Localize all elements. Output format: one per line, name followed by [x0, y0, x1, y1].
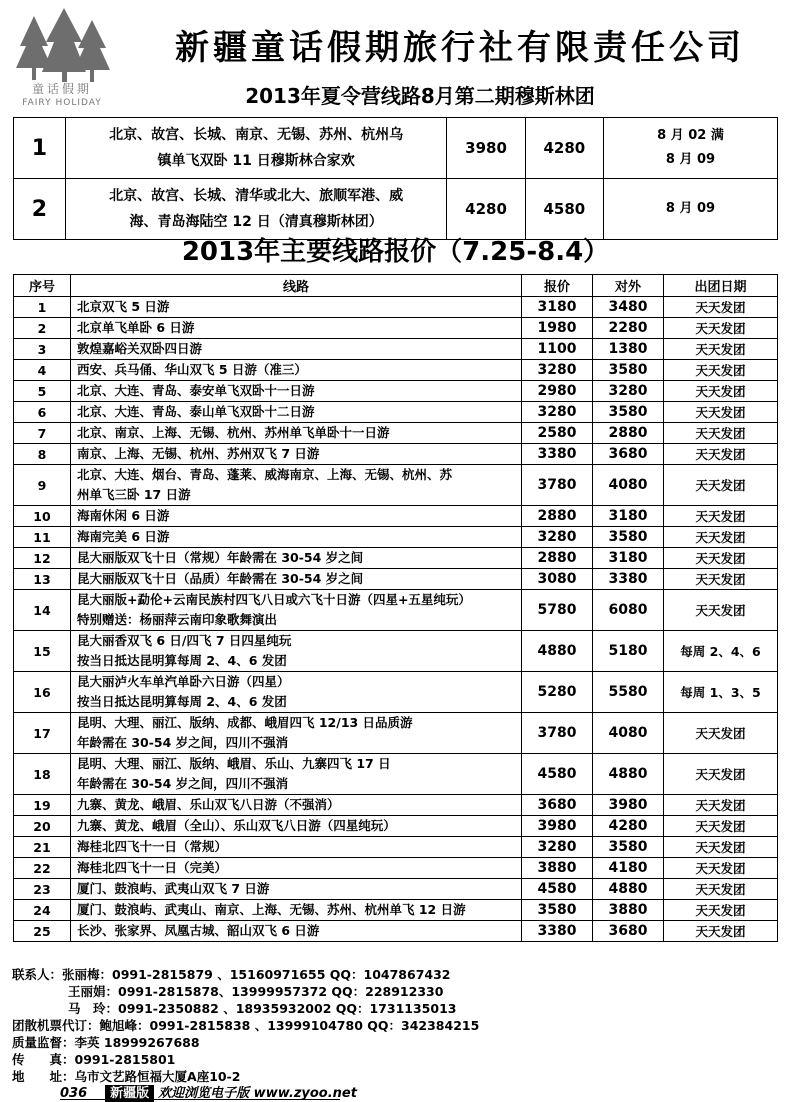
departure-cell: 天天发团 [664, 506, 778, 527]
edition-badge: 新疆版 [105, 1085, 154, 1102]
departure-cell: 天天发团 [664, 754, 778, 795]
route-cell [71, 590, 522, 631]
departure-cell: 天天发团 [664, 879, 778, 900]
row-number: 18 [14, 754, 71, 795]
external-price-cell: 4180 [593, 858, 664, 879]
table-row [14, 672, 778, 713]
price-cell: 3980 [522, 816, 593, 837]
table-header-row [14, 275, 778, 297]
camp-price-external: 4280 [525, 118, 603, 179]
route-line: 南京、上海、无锡、杭州、苏州双飞 7 日游 [77, 446, 320, 461]
route-line: 北京、南京、上海、无锡、杭州、苏州单飞单卧十一日游 [77, 425, 390, 440]
row-number: 11 [14, 527, 71, 548]
route-cell [71, 816, 522, 837]
route-line: 厦门、鼓浪屿、武夷山、南京、上海、无锡、苏州、杭州单飞 12 日游 [77, 902, 466, 917]
route-cell [71, 527, 522, 548]
row-number: 7 [14, 423, 71, 444]
table-row [14, 423, 778, 444]
route-line: 海桂北四飞十一日（完美） [77, 860, 228, 875]
route-line: 九寨、黄龙、峨眉（全山）、乐山双飞八日游（四星纯玩） [77, 818, 396, 833]
external-price-cell: 5180 [593, 631, 664, 672]
price-cell: 3280 [522, 527, 593, 548]
departure-cell: 天天发团 [664, 318, 778, 339]
contact-label: 团散机票代订： [12, 1018, 100, 1033]
route-cell [71, 900, 522, 921]
row-number: 4 [14, 360, 71, 381]
price-cell: 4880 [522, 631, 593, 672]
table-row [14, 318, 778, 339]
price-cell: 3380 [522, 921, 593, 942]
table-row [14, 837, 778, 858]
row-number: 2 [14, 318, 71, 339]
contact-text: 乌市文艺路恒福大厦A座10-2 [74, 1069, 241, 1084]
external-price-cell: 3180 [593, 506, 664, 527]
table-row [14, 381, 778, 402]
camp-table [13, 117, 778, 240]
row-number: 6 [14, 402, 71, 423]
external-price-cell: 3580 [593, 837, 664, 858]
row-number: 23 [14, 879, 71, 900]
external-price-cell: 3680 [593, 444, 664, 465]
contact-label: 质量监督： [12, 1035, 75, 1050]
external-price-cell: 3380 [593, 569, 664, 590]
table-row [14, 879, 778, 900]
route-line: 昆大丽泸火车单汽单卧六日游（四星） [77, 674, 290, 689]
contact-line [12, 1000, 479, 1017]
departure-cell: 天天发团 [664, 858, 778, 879]
main-title: 2013年主要线路报价（7.25-8.4） [181, 237, 610, 267]
header-no: 序号 [14, 275, 71, 297]
contact-line [12, 1051, 479, 1068]
row-number: 5 [14, 381, 71, 402]
price-cell: 2980 [522, 381, 593, 402]
table-row [14, 754, 778, 795]
route-cell [71, 297, 522, 318]
table-row [14, 713, 778, 754]
route-cell [71, 795, 522, 816]
route-line: 北京、大连、青岛、泰山单飞双卧十二日游 [77, 404, 315, 419]
departure-cell: 天天发团 [664, 713, 778, 754]
table-row [14, 816, 778, 837]
external-price-cell: 4280 [593, 816, 664, 837]
camp-date: 8 月 02 满 [657, 128, 724, 143]
row-number: 17 [14, 713, 71, 754]
route-line: 北京、大连、烟台、青岛、蓬莱、威海南京、上海、无锡、杭州、苏 [77, 467, 453, 482]
external-price-cell: 4880 [593, 879, 664, 900]
route-cell [71, 444, 522, 465]
route-cell [71, 921, 522, 942]
row-number: 9 [14, 465, 71, 506]
route-cell [71, 339, 522, 360]
price-cell: 5780 [522, 590, 593, 631]
departure-cell: 天天发团 [664, 360, 778, 381]
contact-text: 李英 18999267688 [74, 1035, 200, 1050]
row-number: 3 [14, 339, 71, 360]
price-cell: 4580 [522, 879, 593, 900]
route-line: 按当日抵达昆明算每周 2、4、6 发团 [77, 653, 287, 668]
contact-line [12, 1017, 479, 1034]
price-cell: 3780 [522, 713, 593, 754]
route-cell [71, 631, 522, 672]
price-cell: 3680 [522, 795, 593, 816]
route-cell [71, 837, 522, 858]
external-price-cell: 4080 [593, 465, 664, 506]
route-cell [71, 360, 522, 381]
camp-route-line: 海、青岛海陆空 12 日（清真穆斯林团） [129, 214, 383, 230]
route-line: 西安、兵马俑、华山双飞 5 日游（准三） [77, 362, 307, 377]
row-number: 12 [14, 548, 71, 569]
price-cell: 2880 [522, 506, 593, 527]
route-cell [71, 318, 522, 339]
route-line: 年龄需在 30-54 岁之间，四川不强消 [77, 735, 289, 750]
price-cell: 3380 [522, 444, 593, 465]
route-line: 年龄需在 30-54 岁之间，四川不强消 [77, 776, 289, 791]
external-price-cell: 3580 [593, 360, 664, 381]
price-cell: 3280 [522, 402, 593, 423]
contact-text: 鲍旭峰：0991-2815838 、13999104780 QQ：342384215 [99, 1018, 480, 1033]
departure-cell: 天天发团 [664, 527, 778, 548]
table-row [14, 402, 778, 423]
route-cell [71, 713, 522, 754]
departure-cell: 天天发团 [664, 590, 778, 631]
external-price-cell: 3580 [593, 527, 664, 548]
camp-dates [604, 118, 778, 179]
table-row [14, 506, 778, 527]
row-number: 24 [14, 900, 71, 921]
route-cell [71, 506, 522, 527]
camp-route-line: 北京、故宫、长城、南京、无锡、苏州、杭州乌 [109, 127, 404, 143]
route-cell [71, 754, 522, 795]
contact-line [12, 966, 479, 983]
price-cell: 4580 [522, 754, 593, 795]
price-cell: 5280 [522, 672, 593, 713]
camp-row [14, 118, 778, 179]
departure-cell: 天天发团 [664, 548, 778, 569]
route-line: 昆大丽版+勐伦+云南民族村四飞八日或六飞十日游（四星+五星纯玩） [77, 592, 471, 607]
route-line: 敦煌嘉峪关双卧四日游 [77, 341, 203, 356]
row-number: 8 [14, 444, 71, 465]
camp-price: 3980 [447, 118, 525, 179]
table-row [14, 569, 778, 590]
header-route: 线路 [71, 275, 522, 297]
external-price-cell: 2280 [593, 318, 664, 339]
route-line: 特别赠送：杨丽萍云南印象歌舞演出 [77, 612, 278, 627]
price-cell: 3580 [522, 900, 593, 921]
table-row [14, 360, 778, 381]
departure-cell: 天天发团 [664, 465, 778, 506]
logo-english: FAIRY HOLIDAY [22, 98, 102, 108]
table-row [14, 297, 778, 318]
route-line: 九寨、黄龙、峨眉、乐山双飞八日游（不强消） [77, 797, 340, 812]
table-row [14, 465, 778, 506]
company-name: 新疆童话假期旅行社有限责任公司 [175, 28, 745, 68]
departure-cell: 天天发团 [664, 444, 778, 465]
external-price-cell: 1380 [593, 339, 664, 360]
price-table [13, 274, 778, 942]
row-number: 10 [14, 506, 71, 527]
logo-chinese: 童话假期 [31, 82, 92, 96]
footer-text: 欢迎浏览电子版 www.zyoo.net [158, 1086, 357, 1101]
route-line: 州单飞三卧 17 日游 [77, 487, 191, 502]
route-cell [71, 548, 522, 569]
route-line: 昆明、大理、丽江、版纳、成都、峨眉四飞 12/13 日品质游 [77, 715, 413, 730]
route-line: 海南休闲 6 日游 [77, 508, 170, 523]
price-cell: 2880 [522, 548, 593, 569]
route-line: 昆明、大理、丽江、版纳、峨眉、乐山、九寨四飞 17 日 [77, 756, 391, 771]
row-number: 22 [14, 858, 71, 879]
route-line: 北京双飞 5 日游 [77, 299, 170, 314]
price-cell: 3780 [522, 465, 593, 506]
header-price: 报价 [522, 275, 593, 297]
camp-route [65, 118, 446, 179]
price-cell: 2580 [522, 423, 593, 444]
row-number: 13 [14, 569, 71, 590]
route-line: 昆大丽版双飞十日（品质）年龄需在 30-54 岁之间 [77, 571, 364, 586]
table-row [14, 527, 778, 548]
route-cell [71, 569, 522, 590]
contact-line [12, 983, 479, 1000]
contact-label: 传 真： [12, 1052, 75, 1067]
camp-row-number: 2 [14, 179, 66, 240]
departure-cell: 天天发团 [664, 297, 778, 318]
route-line: 厦门、鼓浪屿、武夷山双飞 7 日游 [77, 881, 270, 896]
route-cell [71, 465, 522, 506]
departure-cell: 天天发团 [664, 423, 778, 444]
contact-text: 0991-2815801 [74, 1052, 176, 1067]
table-row [14, 339, 778, 360]
departure-cell: 天天发团 [664, 795, 778, 816]
external-price-cell: 3180 [593, 548, 664, 569]
price-cell: 1980 [522, 318, 593, 339]
camp-price-external: 4580 [525, 179, 603, 240]
contact-text: 王丽娟：0991-2815878、13999957372 QQ：228912330 [68, 984, 444, 999]
row-number: 19 [14, 795, 71, 816]
external-price-cell: 6080 [593, 590, 664, 631]
departure-cell: 天天发团 [664, 402, 778, 423]
route-line: 按当日抵达昆明算每周 2、4、6 发团 [77, 694, 287, 709]
external-price-cell: 3980 [593, 795, 664, 816]
price-cell: 3880 [522, 858, 593, 879]
price-cell: 3180 [522, 297, 593, 318]
contact-line [12, 1034, 479, 1051]
camp-price: 4280 [447, 179, 525, 240]
external-price-cell: 4080 [593, 713, 664, 754]
route-cell [71, 423, 522, 444]
contact-text: 张丽梅：0991-2815879 、15160971655 QQ：1047867432 [62, 967, 451, 982]
route-line: 海桂北四飞十一日（常规） [77, 839, 228, 854]
table-row [14, 631, 778, 672]
row-number: 20 [14, 816, 71, 837]
camp-row-number: 1 [14, 118, 66, 179]
external-price-cell: 3680 [593, 921, 664, 942]
row-number: 15 [14, 631, 71, 672]
external-price-cell: 2880 [593, 423, 664, 444]
external-price-cell: 3580 [593, 402, 664, 423]
contact-label: 联系人： [12, 967, 63, 982]
row-number: 1 [14, 297, 71, 318]
camp-route-line: 镇单飞双卧 11 日穆斯林合家欢 [157, 153, 355, 169]
route-line: 昆大丽香双飞 6 日/四飞 7 日四星纯玩 [77, 633, 292, 648]
external-price-cell: 5580 [593, 672, 664, 713]
departure-cell: 天天发团 [664, 339, 778, 360]
row-number: 16 [14, 672, 71, 713]
header-external: 对外 [593, 275, 664, 297]
camp-subtitle: 2013年夏令营线路8月第二期穆斯林团 [245, 84, 595, 108]
table-row [14, 921, 778, 942]
contact-text: 马 玲：0991-2350882 、18935932002 QQ：1731135013 [68, 1001, 457, 1016]
route-cell [71, 672, 522, 713]
row-number: 25 [14, 921, 71, 942]
table-row [14, 548, 778, 569]
camp-route-line: 北京、故宫、长城、清华或北大、旅顺军港、威 [109, 188, 404, 204]
table-row [14, 590, 778, 631]
departure-cell: 天天发团 [664, 569, 778, 590]
price-table-body [14, 297, 778, 942]
departure-cell: 天天发团 [664, 816, 778, 837]
table-row [14, 858, 778, 879]
price-cell: 3080 [522, 569, 593, 590]
external-price-cell: 3480 [593, 297, 664, 318]
table-row [14, 900, 778, 921]
header-date: 出团日期 [664, 275, 778, 297]
departure-cell: 天天发团 [664, 900, 778, 921]
route-cell [71, 858, 522, 879]
departure-cell: 每周 1、3、5 [664, 672, 778, 713]
external-price-cell: 3280 [593, 381, 664, 402]
trees-icon [12, 6, 112, 86]
camp-date: 8 月 09 [665, 201, 716, 216]
table-row [14, 795, 778, 816]
price-cell: 3280 [522, 837, 593, 858]
departure-cell: 天天发团 [664, 837, 778, 858]
row-number: 14 [14, 590, 71, 631]
row-number: 21 [14, 837, 71, 858]
departure-cell: 天天发团 [664, 381, 778, 402]
route-line: 北京、大连、青岛、泰安单飞双卧十一日游 [77, 383, 315, 398]
contact-label: 地 址： [12, 1069, 75, 1084]
route-line: 海南完美 6 日游 [77, 529, 170, 544]
price-cell: 3280 [522, 360, 593, 381]
route-line: 北京单飞单卧 6 日游 [77, 320, 195, 335]
route-cell [71, 879, 522, 900]
departure-cell: 天天发团 [664, 921, 778, 942]
table-row [14, 444, 778, 465]
page-number: 036 [60, 1086, 88, 1101]
contact-block [12, 966, 479, 1085]
route-cell [71, 381, 522, 402]
external-price-cell: 3880 [593, 900, 664, 921]
external-price-cell: 4880 [593, 754, 664, 795]
camp-date: 8 月 09 [665, 152, 716, 167]
route-line: 昆大丽版双飞十日（常规）年龄需在 30-54 岁之间 [77, 550, 364, 565]
route-cell [71, 402, 522, 423]
route-line: 长沙、张家界、凤凰古城、韶山双飞 6 日游 [77, 923, 320, 938]
price-cell: 1100 [522, 339, 593, 360]
departure-cell: 每周 2、4、6 [664, 631, 778, 672]
